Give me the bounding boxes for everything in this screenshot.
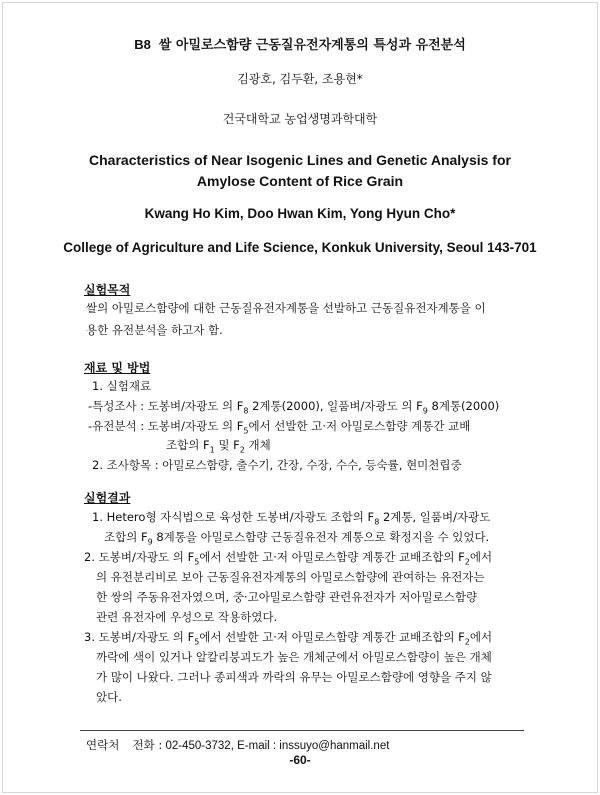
generation-subscript: 9 bbox=[147, 537, 153, 547]
objective-line-2: 용한 유전분석을 하고자 함. bbox=[86, 323, 223, 337]
authors-english: Kwang Ho Kim, Doo Hwan Kim, Yong Hyun Cho* bbox=[144, 206, 456, 221]
methods-item-2-label: 2. 조사항목 : bbox=[92, 458, 159, 472]
results-item-1-line-2 bbox=[104, 529, 489, 546]
results-text: 에서 선발한 고·저 아밀로스함량 계통간 교배조합의 F bbox=[199, 550, 465, 564]
results-text: 에서 bbox=[469, 630, 493, 644]
affiliation-english: College of Agriculture and Life Science, Konkuk University, Seoul 143-701 bbox=[63, 240, 537, 255]
email-address[interactable]: inssuyo@hanmail.net bbox=[279, 740, 390, 752]
methods-item-1-a-text: 도봉벼/자광도 의 F bbox=[147, 399, 244, 413]
title-english-line-1: Characteristics of Near Isogenic Lines and Genetic Analysis for bbox=[89, 152, 511, 168]
generation-subscript: 8 bbox=[243, 406, 249, 416]
results-item-2-line-3: 한 쌍의 주동유전자였으며, 중·고아밀로스함량 관련유전자가 저아밀로스함량 bbox=[96, 590, 478, 604]
methods-item-1-b-text: 조합의 F bbox=[166, 438, 210, 452]
footer-rule bbox=[80, 730, 524, 731]
generation-subscript: 5 bbox=[194, 637, 200, 647]
methods-item-1-b-text: 개체 bbox=[248, 438, 271, 452]
methods-item-1-a-text: 8계통(2000) bbox=[431, 399, 500, 413]
objective-line-1: 쌀의 아밀로스함량에 대한 근동질유전자계통을 선발하고 근동질유전자계통을 이 bbox=[86, 301, 486, 315]
results-text: 에서 bbox=[469, 550, 493, 564]
title-english-line-2: Amylose Content of Rice Grain bbox=[196, 173, 404, 189]
results-text: 에서 선발한 고·저 아밀로스함량 계통간 교배조합의 F bbox=[199, 630, 465, 644]
results-item-3-line-1 bbox=[84, 629, 492, 646]
results-item-2-line-1 bbox=[84, 549, 492, 566]
phone-label: 전화 : bbox=[132, 738, 163, 752]
generation-subscript: 2 bbox=[464, 637, 470, 647]
results-text: 8계통을 아밀로스함량 근동질유전자 계통으로 확정지을 수 있었다. bbox=[156, 530, 490, 544]
methods-item-1-b-text: 에서 선발한 고·저 아밀로스함량 계통간 교배 bbox=[248, 419, 471, 433]
results-item-3-line-4: 았다. bbox=[96, 690, 122, 704]
results-item-1-line-1 bbox=[92, 509, 490, 526]
methods-heading: 재료 및 방법 bbox=[84, 361, 151, 375]
methods-item-1-a bbox=[88, 398, 499, 415]
methods-item-1-b-text: 및 F bbox=[218, 438, 240, 452]
results-item-2-line-2: 의 유전분리비로 보아 근동질유전자계통의 아밀로스함량에 관여하는 유전자는 bbox=[96, 570, 485, 584]
generation-subscript: 2 bbox=[464, 557, 470, 567]
methods-item-2 bbox=[92, 457, 462, 473]
methods-item-1-b bbox=[88, 418, 470, 435]
abstract-code: B8 bbox=[134, 37, 151, 52]
results-text: 2. 도봉벼/자광도 의 F bbox=[84, 550, 195, 564]
methods-item-1-a-label: -특성조사 : bbox=[88, 399, 145, 413]
email-label: E-mail : bbox=[237, 740, 277, 752]
results-heading: 실험결과 bbox=[84, 491, 131, 505]
methods-item-1-b-cont bbox=[166, 437, 271, 454]
results-item-3-line-3: 가 많이 나왔다. 그러나 종피색과 까락의 유무는 아밀로스함량에 영향을 주지 않 bbox=[96, 670, 492, 684]
generation-subscript: 2 bbox=[239, 445, 245, 455]
contact-info bbox=[86, 737, 389, 753]
generation-subscript: 8 bbox=[374, 517, 380, 527]
methods-item-2-text: 아밀로스함량, 출수기, 간장, 수장, 수수, 등숙률, 현미천립중 bbox=[162, 458, 462, 472]
title-english bbox=[0, 150, 600, 192]
methods-item-1-title: 1. 실험재료 bbox=[92, 379, 152, 393]
results-text: 조합의 F bbox=[104, 530, 148, 544]
results-text: 1. Hetero형 자식법으로 육성한 도봉벼/자광도 조합의 F bbox=[92, 510, 375, 524]
methods-item-1-b-label: -유전분석 : bbox=[88, 419, 145, 433]
affiliation-korean: 건국대학교 농업생명과학대학 bbox=[222, 112, 378, 126]
title-korean-text: 쌀 아밀로스함량 근동질유전자계통의 특성과 유전분석 bbox=[158, 38, 466, 53]
phone-number: 02-450-3732, bbox=[165, 740, 234, 752]
methods-item-1-a-text: 2계통(2000), 일품벼/자광도 의 F bbox=[252, 399, 423, 413]
results-text: 2계통, 일품벼/자광도 bbox=[382, 510, 491, 524]
generation-subscript: 1 bbox=[209, 445, 215, 455]
results-item-2-line-4: 관련 유전자에 우성으로 작용하였다. bbox=[96, 610, 278, 624]
authors-korean: 김광호, 김두환, 조용현* bbox=[237, 72, 363, 86]
results-item-3-line-2: 까락에 색이 있거나 알칼리붕괴도가 높은 개체군에서 아밀로스함량이 높은 개체 bbox=[96, 650, 492, 664]
title-korean bbox=[0, 34, 600, 53]
results-text: 3. 도봉벼/자광도 의 F bbox=[84, 630, 195, 644]
page-number: -60- bbox=[289, 753, 311, 767]
contact-label: 연락처 bbox=[86, 738, 120, 752]
methods-item-1-b-text: 도봉벼/자광도 의 F bbox=[147, 419, 244, 433]
generation-subscript: 5 bbox=[243, 426, 249, 436]
generation-subscript: 5 bbox=[194, 557, 200, 567]
generation-subscript: 9 bbox=[422, 406, 428, 416]
objective-heading: 실험목적 bbox=[84, 283, 131, 297]
